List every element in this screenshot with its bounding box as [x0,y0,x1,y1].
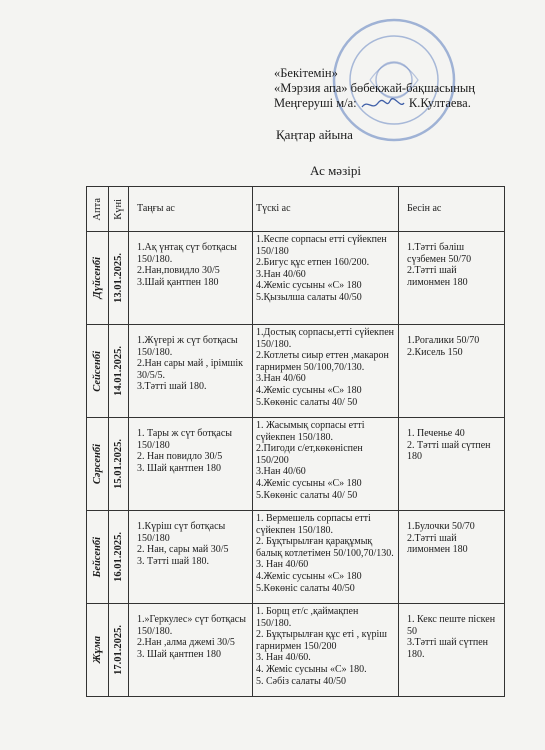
menu-item: 5.Көкөніс салаты 40/ 50 [256,489,358,501]
menu-item: 1. Вермешель сорпасы етті сүйекпен 150/180. [256,513,371,536]
menu-item: 2.Тәтті шай лимонмен 180 [407,532,468,556]
day-name: Дүйсенбі [91,257,103,299]
day-cell [87,604,109,697]
table-header-row [87,187,505,232]
date-cell [109,511,129,604]
menu-item: 2. Тәтті шай сүтпен 180 [407,439,491,463]
menu-item: 3.Нан 40/60 [256,268,306,280]
menu-item: 1.»Геркулес» сүт ботқасы 150/180. [137,614,246,637]
date-text: 14.01.2025. [112,346,124,396]
menu-item: 1. Тары ж сүт ботқасы 150/180 [137,428,233,451]
menu-item: 1.Жүгері ж сүт ботқасы 150/180. [137,335,238,358]
menu-item: 4.Жеміс сусыны «С» 180 [256,477,362,489]
menu-item: 5.Көкөніс салаты 40/ 50 [256,396,358,408]
head-name: К.Култаева. [408,96,471,110]
date-cell [109,325,129,418]
menu-item: 3.Тәтті шай сүтпен 180. [407,637,489,660]
head-label: Меңгеруші м/а: [274,96,357,110]
lunch-cell [253,511,399,604]
menu-item: 2.Бигус құс етпен 160/200. [256,257,370,269]
breakfast-cell [129,232,253,325]
snack-cell [399,232,505,325]
menu-item: 3. Шай қантпен 180 [137,462,222,474]
day-cell [87,418,109,511]
menu-item: 2.Котлеты сиыр еттен ,макарон гарнирмен 50/100,70/130. [256,350,389,373]
date-text: 13.01.2025. [112,253,124,303]
approval-block [274,66,475,111]
menu-item: 3. Нан 40/60. [256,652,311,664]
menu-item: 2.Тәтті шай лимонмен 180 [407,265,468,288]
month-title: Қаңтар айына [276,127,353,142]
menu-table [86,186,505,697]
menu-item: 3.Нан 40/60 [256,373,306,385]
menu-item: 1.Достық сорпасы,етті сүйекпен 150/180. [256,327,395,350]
signature-icon [360,97,406,111]
menu-item: 2. Нан повидло 30/5 [137,451,223,463]
snack-cell [399,511,505,604]
table-row [87,418,505,511]
menu-item: 3.Тәтті шай 180. [137,381,207,393]
date-cell [109,418,129,511]
date-text: 15.01.2025. [112,439,124,489]
day-name: Бейсенбі [91,536,103,578]
menu-item: 1.Булочки 50/70 [407,521,475,532]
day-cell [87,325,109,418]
menu-item: 5.Қызылша салаты 40/50 [256,291,362,303]
day-cell [87,232,109,325]
menu-item: 2.Нан ,алма джемі 30/5 [137,637,235,649]
menu-item: 2. Бұқтырылған қарақұмық балық котлетімен 50/100,70/130. [256,536,394,559]
header-week: Апта [87,187,109,232]
menu-item: 5. Сәбіз салаты 40/50 [256,675,347,687]
date-text: 17.01.2025. [112,625,124,675]
menu-item: 4.Жеміс сусыны «С» 180 [256,280,362,292]
menu-item: 2.Нан сары май , ірімшік 30/5/5. [137,358,244,381]
menu-title: Ас мәзірі [310,163,361,178]
header-breakfast: Таңғы ас [129,187,253,232]
kindergarten-name: «Мэрзия апа» бөбекжай-бақшасының [274,81,475,95]
menu-item: 1.Кеспе сорпасы етті сүйекпен 150/180 [256,234,387,257]
menu-item: 2.Пигоди с/ет,көкөніспен 150/200 [256,443,363,466]
breakfast-cell [129,325,253,418]
header-date: Күні [109,187,129,232]
table-row [87,232,505,325]
table-row [87,604,505,697]
head-line [274,96,475,111]
menu-item: 4. Жеміс сусыны «С» 180. [256,663,367,675]
menu-item: 2. Нан, сары май 30/5 [137,544,229,556]
approved-label: «Бекітемін» [274,66,338,80]
menu-item: 4.Жеміс сусыны «С» 180 [256,570,362,582]
lunch-cell [253,232,399,325]
menu-item: 1.Ақ үнтақ сүт ботқасы 150/180. [137,242,237,265]
header-snack: Бесін ас [399,187,505,232]
lunch-cell [253,418,399,511]
date-cell [109,232,129,325]
menu-item: 3.Нан 40/60 [256,466,306,478]
menu-item: 1. Борщ ет/с ,қаймақпен 150/180. [256,606,359,629]
table-row [87,511,505,604]
day-cell [87,511,109,604]
menu-item: 1. Печенье 40 [407,428,465,439]
menu-item: 1.Тәтті бәліш сүзбемен 50/70 [407,242,472,265]
menu-item: 3. Нан 40/60 [256,559,309,571]
date-text: 16.01.2025. [112,532,124,582]
day-name: Жұма [91,636,103,664]
menu-item: 3. Шай қантпен 180 [137,648,222,660]
snack-cell [399,604,505,697]
breakfast-cell [129,604,253,697]
menu-item: 1. Жасымық сорпасы етті сүйекпен 150/180. [256,420,365,443]
menu-item: 3. Тәтті шай 180. [137,555,210,567]
menu-item: 1.Рогалики 50/70 [407,335,480,346]
menu-item: 2. Бұқтырылған құс еті , күріш гарнирмен 150/200 [256,629,388,652]
breakfast-cell [129,418,253,511]
menu-item: 2.Нан,повидло 30/5 [137,265,220,277]
menu-item: 1. Кекс пеште піскен 50 [407,614,496,637]
day-name: Сәрсенбі [91,443,103,485]
menu-item: 1.Күріш сүт ботқасы 150/180 [137,521,226,544]
header-lunch: Түскі ас [253,187,399,232]
snack-cell [399,418,505,511]
menu-item: 5.Көкөніс салаты 40/50 [256,582,355,594]
lunch-cell [253,325,399,418]
table-row [87,325,505,418]
snack-cell [399,325,505,418]
date-cell [109,604,129,697]
menu-item: 3.Шай қантпен 180 [137,276,219,288]
menu-item: 2.Кисель 150 [407,346,463,358]
breakfast-cell [129,511,253,604]
lunch-cell [253,604,399,697]
day-name: Сейсенбі [91,350,103,392]
menu-item: 4.Жеміс сусыны «С» 180 [256,384,362,396]
